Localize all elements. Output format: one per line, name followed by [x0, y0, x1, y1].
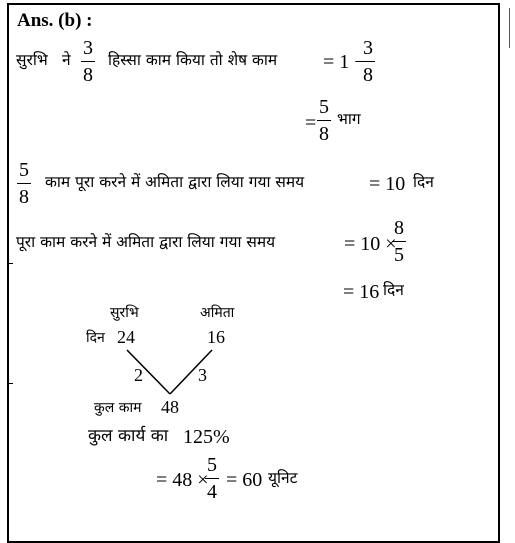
denominator: 4 [207, 481, 217, 503]
equals-sign: = [305, 112, 317, 134]
result-sixty: = 60 [226, 469, 263, 491]
diagram-label-din: दिन [86, 330, 105, 346]
time-taken-text: काम पूरा करने में अमिता द्वारा लिया गया समय [45, 173, 305, 191]
surabhi-days: 24 [117, 327, 135, 347]
work-done-text: हिस्सा काम किया तो शेष काम [108, 51, 278, 69]
numerator: 8 [394, 217, 404, 239]
total-work-value: 48 [161, 397, 179, 417]
total-work-percent-text: कुल कार्य का [88, 426, 169, 446]
total-work-label: कुल काम [94, 400, 142, 416]
amita-days: 16 [207, 327, 225, 347]
particle-ne: ने [62, 51, 71, 69]
numerator: 3 [363, 37, 373, 59]
amita-efficiency: 3 [198, 365, 207, 385]
unit-din: दिन [413, 173, 434, 191]
numerator: 3 [83, 37, 93, 59]
unit-din: दिन [383, 281, 404, 299]
fraction-five-fourths [205, 455, 219, 502]
denominator: 8 [319, 123, 329, 145]
value-ten: = 10 [369, 173, 406, 195]
answer-header: Ans. (b) : [17, 10, 93, 31]
denominator: 5 [394, 244, 404, 266]
unit-bhaag: भाग [337, 110, 361, 128]
denominator: 8 [19, 186, 29, 208]
denominator: 8 [83, 64, 93, 86]
value-sixteen: = 16 [343, 281, 380, 303]
equals-ten-times: = 10 × [344, 233, 397, 255]
diagram-label-surabhi: सुरभि [110, 305, 139, 321]
full-work-time-text: पूरा काम करने में अमिता द्वारा लिया गया समय [16, 233, 276, 251]
diagram-label-amita: अमिता [200, 305, 235, 321]
numerator: 5 [207, 454, 217, 476]
name-surabhi: सुरभि [16, 51, 48, 69]
percent-value: 125% [183, 426, 230, 448]
numerator: 5 [319, 96, 329, 118]
equals-48-times: = 48 × [156, 469, 209, 491]
numerator: 5 [19, 159, 29, 181]
equals-one-minus: = 1 − [323, 51, 366, 73]
denominator: 8 [363, 64, 373, 86]
unit-units: यूनिट [268, 469, 298, 487]
surabhi-efficiency: 2 [134, 365, 143, 385]
